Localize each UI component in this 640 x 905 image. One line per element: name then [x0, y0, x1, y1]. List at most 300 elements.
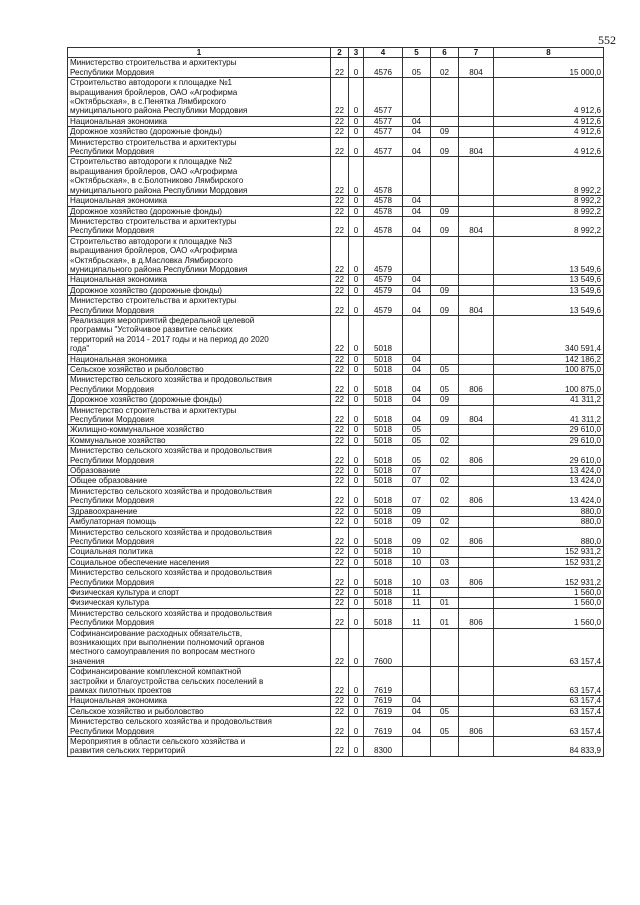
code-cell: 5018 [364, 405, 403, 425]
table-row [68, 527, 604, 547]
amount-cell: 1 560,0 [494, 587, 604, 597]
amount-cell: 8 992,2 [494, 157, 604, 196]
code-cell: 4579 [364, 296, 403, 316]
code-cell: 5018 [364, 587, 403, 597]
code-cell: 0 [349, 667, 364, 696]
code-cell: 7600 [364, 628, 403, 667]
table-row [68, 395, 604, 405]
subsection-cell: 09 [431, 395, 459, 405]
table-row [68, 628, 604, 667]
section-cell: 04 [403, 296, 431, 316]
table-row [68, 667, 604, 696]
amount-cell: 8 992,2 [494, 216, 604, 236]
column-header: 2 [331, 48, 349, 58]
section-cell: 04 [403, 275, 431, 285]
item-name-cell: Физическая культура и спорт [68, 587, 331, 597]
amount-cell: 13 549,6 [494, 285, 604, 295]
column-header: 7 [459, 48, 494, 58]
subsection-cell [431, 196, 459, 206]
amount-cell: 100 875,0 [494, 365, 604, 375]
amount-cell: 152 931,2 [494, 557, 604, 567]
column-header: 5 [403, 48, 431, 58]
code-cell: 5018 [364, 608, 403, 628]
subsection-cell: 09 [431, 405, 459, 425]
table-row [68, 598, 604, 608]
ministry-code-cell [459, 557, 494, 567]
code-cell: 22 [331, 547, 349, 557]
table-row [68, 696, 604, 706]
code-cell: 22 [331, 696, 349, 706]
code-cell: 0 [349, 354, 364, 364]
ministry-code-cell [459, 275, 494, 285]
amount-cell: 13 424,0 [494, 476, 604, 486]
amount-cell: 1 560,0 [494, 608, 604, 628]
code-cell: 4577 [364, 137, 403, 157]
section-cell: 04 [403, 137, 431, 157]
code-cell: 0 [349, 568, 364, 588]
subsection-cell: 05 [431, 717, 459, 737]
item-name-cell: Коммунальное хозяйство [68, 435, 331, 445]
code-cell: 0 [349, 285, 364, 295]
subsection-cell [431, 547, 459, 557]
code-cell: 0 [349, 628, 364, 667]
subsection-cell: 05 [431, 375, 459, 395]
code-cell: 0 [349, 275, 364, 285]
subsection-cell [431, 116, 459, 126]
subsection-cell: 02 [431, 435, 459, 445]
amount-cell: 152 931,2 [494, 547, 604, 557]
table-row [68, 137, 604, 157]
table-row [68, 375, 604, 395]
code-cell: 4578 [364, 216, 403, 236]
section-cell: 10 [403, 547, 431, 557]
table-row [68, 476, 604, 486]
subsection-cell: 02 [431, 476, 459, 486]
code-cell: 22 [331, 375, 349, 395]
amount-cell: 100 875,0 [494, 375, 604, 395]
item-name-cell: Здравоохранение [68, 506, 331, 516]
code-cell: 5018 [364, 517, 403, 527]
code-cell: 5018 [364, 375, 403, 395]
table-row [68, 608, 604, 628]
ministry-code-cell: 806 [459, 608, 494, 628]
budget-table [67, 47, 604, 757]
table-row [68, 58, 604, 78]
code-cell: 0 [349, 78, 364, 117]
ministry-code-cell [459, 127, 494, 137]
code-cell: 22 [331, 628, 349, 667]
amount-cell: 8 992,2 [494, 206, 604, 216]
code-cell: 0 [349, 598, 364, 608]
code-cell: 0 [349, 405, 364, 425]
amount-cell: 4 912,6 [494, 78, 604, 117]
ministry-code-cell [459, 506, 494, 516]
code-cell: 5018 [364, 506, 403, 516]
ministry-code-cell [459, 196, 494, 206]
code-cell: 22 [331, 568, 349, 588]
code-cell: 5018 [364, 425, 403, 435]
table-row [68, 706, 604, 716]
item-name-cell: Министерство сельского хозяйства и продовольствия Республики Мордовия [68, 717, 331, 737]
section-cell: 09 [403, 506, 431, 516]
code-cell: 22 [331, 275, 349, 285]
section-cell: 05 [403, 435, 431, 445]
table-row [68, 285, 604, 295]
code-cell: 5018 [364, 568, 403, 588]
code-cell: 22 [331, 557, 349, 567]
code-cell: 22 [331, 476, 349, 486]
code-cell: 22 [331, 216, 349, 236]
table-row [68, 127, 604, 137]
code-cell: 22 [331, 425, 349, 435]
ministry-code-cell [459, 598, 494, 608]
subsection-cell: 09 [431, 216, 459, 236]
item-name-cell: Министерство строительства и архитектуры Республики Мордовия [68, 405, 331, 425]
code-cell: 22 [331, 446, 349, 466]
item-name-cell: Министерство сельского хозяйства и продовольствия Республики Мордовия [68, 527, 331, 547]
code-cell: 0 [349, 517, 364, 527]
ministry-code-cell: 806 [459, 527, 494, 547]
table-row [68, 568, 604, 588]
section-cell: 10 [403, 557, 431, 567]
amount-cell: 84 833,9 [494, 737, 604, 757]
item-name-cell: Амбулаторная помощь [68, 517, 331, 527]
ministry-code-cell [459, 365, 494, 375]
ministry-code-cell [459, 628, 494, 667]
ministry-code-cell [459, 517, 494, 527]
subsection-cell [431, 157, 459, 196]
item-name-cell: Сельское хозяйство и рыболовство [68, 706, 331, 716]
table-row [68, 216, 604, 236]
ministry-code-cell: 804 [459, 405, 494, 425]
subsection-cell [431, 236, 459, 275]
section-cell [403, 667, 431, 696]
section-cell: 07 [403, 486, 431, 506]
ministry-code-cell [459, 435, 494, 445]
amount-cell: 13 424,0 [494, 486, 604, 506]
code-cell: 22 [331, 127, 349, 137]
ministry-code-cell [459, 315, 494, 354]
section-cell: 09 [403, 527, 431, 547]
code-cell: 0 [349, 446, 364, 466]
code-cell: 4579 [364, 236, 403, 275]
section-cell: 04 [403, 365, 431, 375]
code-cell: 5018 [364, 547, 403, 557]
section-cell: 04 [403, 706, 431, 716]
amount-cell: 880,0 [494, 506, 604, 516]
code-cell: 22 [331, 486, 349, 506]
code-cell: 0 [349, 608, 364, 628]
item-name-cell: Общее образование [68, 476, 331, 486]
ministry-code-cell [459, 425, 494, 435]
code-cell: 0 [349, 717, 364, 737]
code-cell: 22 [331, 608, 349, 628]
code-cell: 0 [349, 506, 364, 516]
code-cell: 22 [331, 157, 349, 196]
table-row [68, 446, 604, 466]
ministry-code-cell [459, 206, 494, 216]
column-header: 3 [349, 48, 364, 58]
subsection-cell: 02 [431, 527, 459, 547]
code-cell: 0 [349, 116, 364, 126]
amount-cell: 63 157,4 [494, 717, 604, 737]
ministry-code-cell [459, 696, 494, 706]
code-cell: 0 [349, 296, 364, 316]
subsection-cell [431, 315, 459, 354]
code-cell: 4577 [364, 78, 403, 117]
item-name-cell: Министерство сельского хозяйства и продовольствия Республики Мордовия [68, 375, 331, 395]
ministry-code-cell [459, 78, 494, 117]
section-cell [403, 157, 431, 196]
section-cell: 04 [403, 717, 431, 737]
table-row [68, 517, 604, 527]
subsection-cell: 01 [431, 608, 459, 628]
ministry-code-cell [459, 354, 494, 364]
item-name-cell: Строительство автодороги к площадке №3 выращивания бройлеров, ОАО «Агрофирма «Октябрьская», в д.Масловка Лямбирского муниципального района Республики Мордовия [68, 236, 331, 275]
amount-cell: 63 157,4 [494, 706, 604, 716]
ministry-code-cell: 806 [459, 568, 494, 588]
ministry-code-cell: 804 [459, 58, 494, 78]
section-cell: 11 [403, 598, 431, 608]
item-name-cell: Социальное обеспечение населения [68, 557, 331, 567]
section-cell: 04 [403, 216, 431, 236]
code-cell: 22 [331, 667, 349, 696]
item-name-cell: Дорожное хозяйство (дорожные фонды) [68, 206, 331, 216]
code-cell: 4578 [364, 157, 403, 196]
table-row [68, 717, 604, 737]
code-cell: 0 [349, 706, 364, 716]
code-cell: 5018 [364, 598, 403, 608]
code-cell: 0 [349, 547, 364, 557]
subsection-cell [431, 354, 459, 364]
code-cell: 0 [349, 486, 364, 506]
code-cell: 5018 [364, 446, 403, 466]
section-cell: 11 [403, 587, 431, 597]
code-cell: 5018 [364, 466, 403, 476]
section-cell: 04 [403, 405, 431, 425]
amount-cell: 13 424,0 [494, 466, 604, 476]
code-cell: 0 [349, 476, 364, 486]
ministry-code-cell [459, 157, 494, 196]
code-cell: 22 [331, 236, 349, 275]
code-cell: 4577 [364, 116, 403, 126]
amount-cell: 880,0 [494, 527, 604, 547]
code-cell: 7619 [364, 717, 403, 737]
subsection-cell: 02 [431, 58, 459, 78]
code-cell: 22 [331, 737, 349, 757]
code-cell: 22 [331, 296, 349, 316]
item-name-cell: Дорожное хозяйство (дорожные фонды) [68, 285, 331, 295]
amount-cell: 4 912,6 [494, 116, 604, 126]
item-name-cell: Министерство сельского хозяйства и продовольствия Республики Мордовия [68, 608, 331, 628]
column-header: 6 [431, 48, 459, 58]
item-name-cell: Строительство автодороги к площадке №2 выращивания бройлеров, ОАО «Агрофирма «Октябрьская», в с.Болотниково Лямбирского муниципального района Республики Мордовия [68, 157, 331, 196]
code-cell: 0 [349, 395, 364, 405]
table-header-row [68, 48, 604, 58]
subsection-cell [431, 628, 459, 667]
subsection-cell: 05 [431, 365, 459, 375]
code-cell: 22 [331, 395, 349, 405]
code-cell: 0 [349, 365, 364, 375]
section-cell: 11 [403, 608, 431, 628]
code-cell: 22 [331, 405, 349, 425]
code-cell: 7619 [364, 706, 403, 716]
subsection-cell: 01 [431, 598, 459, 608]
code-cell: 22 [331, 506, 349, 516]
code-cell: 22 [331, 435, 349, 445]
amount-cell: 41 311,2 [494, 395, 604, 405]
amount-cell: 63 157,4 [494, 628, 604, 667]
code-cell: 5018 [364, 557, 403, 567]
subsection-cell: 02 [431, 446, 459, 466]
code-cell: 7619 [364, 696, 403, 706]
amount-cell: 29 610,0 [494, 446, 604, 466]
section-cell [403, 78, 431, 117]
section-cell: 04 [403, 354, 431, 364]
code-cell: 5018 [364, 365, 403, 375]
item-name-cell: Министерство строительства и архитектуры Республики Мордовия [68, 296, 331, 316]
page-number: 552 [598, 33, 616, 47]
section-cell: 04 [403, 375, 431, 395]
table-row [68, 196, 604, 206]
section-cell: 05 [403, 425, 431, 435]
item-name-cell: Национальная экономика [68, 354, 331, 364]
subsection-cell [431, 587, 459, 597]
ministry-code-cell: 806 [459, 486, 494, 506]
table-row [68, 737, 604, 757]
table-row [68, 78, 604, 117]
amount-cell: 63 157,4 [494, 696, 604, 706]
amount-cell: 142 186,2 [494, 354, 604, 364]
item-name-cell: Национальная экономика [68, 275, 331, 285]
ministry-code-cell: 804 [459, 216, 494, 236]
subsection-cell: 03 [431, 568, 459, 588]
subsection-cell: 05 [431, 706, 459, 716]
code-cell: 22 [331, 517, 349, 527]
table-row [68, 435, 604, 445]
section-cell [403, 628, 431, 667]
table-row [68, 365, 604, 375]
amount-cell: 4 912,6 [494, 127, 604, 137]
section-cell: 05 [403, 58, 431, 78]
code-cell: 22 [331, 466, 349, 476]
code-cell: 22 [331, 354, 349, 364]
section-cell: 04 [403, 116, 431, 126]
item-name-cell: Софинансирование расходных обязательств, возникающих при выполнении полномочий органов местного самоуправления по вопросам местного значения [68, 628, 331, 667]
code-cell: 7619 [364, 667, 403, 696]
item-name-cell: Министерство сельского хозяйства и продовольствия Республики Мордовия [68, 446, 331, 466]
code-cell: 0 [349, 58, 364, 78]
item-name-cell: Национальная экономика [68, 196, 331, 206]
ministry-code-cell [459, 466, 494, 476]
section-cell [403, 737, 431, 757]
code-cell: 0 [349, 127, 364, 137]
table-row [68, 275, 604, 285]
code-cell: 0 [349, 206, 364, 216]
code-cell: 4578 [364, 196, 403, 206]
table-row [68, 506, 604, 516]
amount-cell: 8 992,2 [494, 196, 604, 206]
ministry-code-cell: 804 [459, 296, 494, 316]
section-cell [403, 315, 431, 354]
subsection-cell [431, 275, 459, 285]
code-cell: 0 [349, 466, 364, 476]
table-row [68, 587, 604, 597]
amount-cell: 63 157,4 [494, 667, 604, 696]
ministry-code-cell [459, 395, 494, 405]
item-name-cell: Жилищно-коммунальное хозяйство [68, 425, 331, 435]
subsection-cell: 09 [431, 127, 459, 137]
table-row [68, 486, 604, 506]
table-row [68, 236, 604, 275]
code-cell: 0 [349, 157, 364, 196]
section-cell: 04 [403, 196, 431, 206]
code-cell: 0 [349, 216, 364, 236]
section-cell: 09 [403, 517, 431, 527]
section-cell: 07 [403, 476, 431, 486]
item-name-cell: Образование [68, 466, 331, 476]
item-name-cell: Строительство автодороги к площадке №1 выращивания бройлеров, ОАО «Агрофирма «Октябрьская», в с.Пенятка Лямбирского муниципального района Республики Мордовия [68, 78, 331, 117]
subsection-cell: 02 [431, 486, 459, 506]
subsection-cell: 09 [431, 206, 459, 216]
amount-cell: 340 591,4 [494, 315, 604, 354]
ministry-code-cell: 806 [459, 375, 494, 395]
subsection-cell: 02 [431, 517, 459, 527]
table-row [68, 466, 604, 476]
section-cell [403, 236, 431, 275]
amount-cell: 4 912,6 [494, 137, 604, 157]
ministry-code-cell [459, 285, 494, 295]
code-cell: 4576 [364, 58, 403, 78]
code-cell: 0 [349, 527, 364, 547]
item-name-cell: Дорожное хозяйство (дорожные фонды) [68, 395, 331, 405]
item-name-cell: Министерство сельского хозяйства и продовольствия Республики Мордовия [68, 486, 331, 506]
code-cell: 5018 [364, 527, 403, 547]
subsection-cell [431, 737, 459, 757]
item-name-cell: Социальная политика [68, 547, 331, 557]
amount-cell: 13 549,6 [494, 296, 604, 316]
item-name-cell: Министерство строительства и архитектуры Республики Мордовия [68, 58, 331, 78]
code-cell: 5018 [364, 476, 403, 486]
item-name-cell: Дорожное хозяйство (дорожные фонды) [68, 127, 331, 137]
table-row [68, 547, 604, 557]
code-cell: 0 [349, 587, 364, 597]
section-cell: 04 [403, 127, 431, 137]
item-name-cell: Мероприятия в области сельского хозяйства и развития сельских территорий [68, 737, 331, 757]
code-cell: 22 [331, 196, 349, 206]
ministry-code-cell [459, 476, 494, 486]
table-row [68, 296, 604, 316]
code-cell: 0 [349, 435, 364, 445]
code-cell: 4579 [364, 275, 403, 285]
code-cell: 22 [331, 78, 349, 117]
code-cell: 22 [331, 587, 349, 597]
code-cell: 22 [331, 285, 349, 295]
table-row [68, 206, 604, 216]
subsection-cell: 09 [431, 285, 459, 295]
amount-cell: 880,0 [494, 517, 604, 527]
code-cell: 0 [349, 137, 364, 157]
column-header: 1 [68, 48, 331, 58]
table-row [68, 557, 604, 567]
section-cell: 07 [403, 466, 431, 476]
code-cell: 0 [349, 425, 364, 435]
item-name-cell: Министерство строительства и архитектуры Республики Мордовия [68, 137, 331, 157]
code-cell: 0 [349, 315, 364, 354]
amount-cell: 29 610,0 [494, 425, 604, 435]
code-cell: 5018 [364, 354, 403, 364]
item-name-cell: Реализация мероприятий федеральной целевой программы "Устойчивое развитие сельских территорий на 2014 - 2017 годы и на период до 2020 года" [68, 315, 331, 354]
